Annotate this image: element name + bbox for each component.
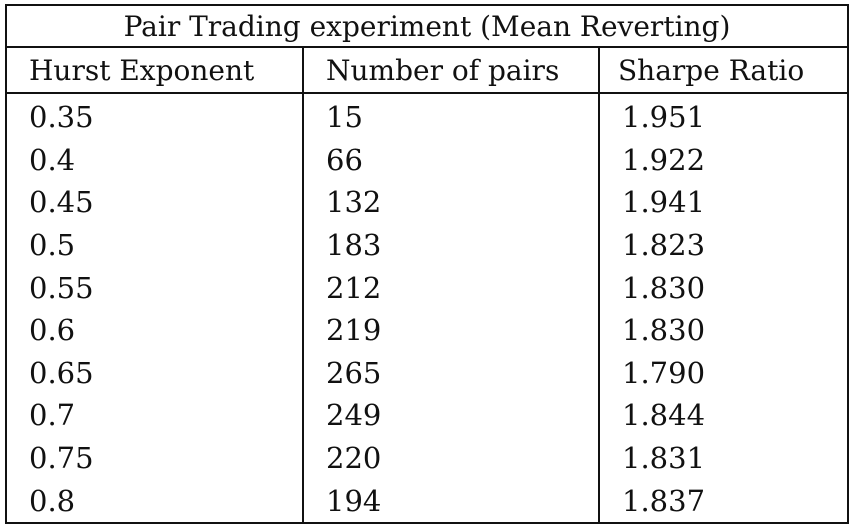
- number-of-pairs-cell: 132: [303, 181, 599, 224]
- table-row: [6, 394, 848, 437]
- hurst-exponent-cell: 0.35: [29, 100, 94, 135]
- number-of-pairs-cell: 15: [303, 93, 599, 139]
- column-header-number-of-pairs: Number of pairs: [303, 47, 599, 93]
- sharpe-ratio-cell: 1.922: [599, 139, 848, 182]
- hurst-exponent-cell: 0.65: [29, 355, 94, 390]
- number-of-pairs-cell: 249: [303, 394, 599, 437]
- results-table: [5, 4, 849, 524]
- number-of-pairs-cell: 194: [303, 479, 599, 523]
- table-header-row: [6, 47, 848, 93]
- number-of-pairs-cell: 183: [303, 224, 599, 267]
- sharpe-ratio-cell: 1.951: [599, 93, 848, 139]
- number-of-pairs-cell: 219: [303, 309, 599, 352]
- table-row: [6, 309, 848, 352]
- sharpe-ratio-cell: 1.790: [599, 352, 848, 395]
- table-title: Pair Trading experiment (Mean Reverting): [6, 5, 848, 47]
- sharpe-ratio-cell: 1.941: [599, 181, 848, 224]
- table-row: [6, 93, 848, 139]
- sharpe-ratio-cell: 1.831: [599, 437, 848, 480]
- column-header-hurst-exponent: Hurst Exponent: [6, 47, 303, 93]
- hurst-exponent-cell: 0.8: [29, 483, 76, 518]
- number-of-pairs-cell: 212: [303, 266, 599, 309]
- hurst-exponent-cell: 0.55: [29, 270, 94, 305]
- column-header-sharpe-ratio: Sharpe Ratio: [599, 47, 848, 93]
- hurst-exponent-cell: 0.4: [29, 142, 76, 177]
- table-row: [6, 181, 848, 224]
- hurst-exponent-cell: 0.5: [29, 228, 76, 263]
- sharpe-ratio-cell: 1.844: [599, 394, 848, 437]
- sharpe-ratio-cell: 1.837: [599, 479, 848, 523]
- sharpe-ratio-cell: 1.830: [599, 266, 848, 309]
- hurst-exponent-cell: 0.45: [29, 185, 94, 220]
- table-row: [6, 352, 848, 395]
- sharpe-ratio-cell: 1.823: [599, 224, 848, 267]
- hurst-exponent-cell: 0.7: [29, 398, 76, 433]
- table-row: [6, 139, 848, 182]
- number-of-pairs-cell: 220: [303, 437, 599, 480]
- hurst-exponent-cell: 0.6: [29, 313, 76, 348]
- table-row: [6, 437, 848, 480]
- number-of-pairs-cell: 66: [303, 139, 599, 182]
- table-row: [6, 266, 848, 309]
- hurst-exponent-cell: 0.75: [29, 441, 94, 476]
- sharpe-ratio-cell: 1.830: [599, 309, 848, 352]
- table-row: [6, 479, 848, 523]
- number-of-pairs-cell: 265: [303, 352, 599, 395]
- table-row: [6, 224, 848, 267]
